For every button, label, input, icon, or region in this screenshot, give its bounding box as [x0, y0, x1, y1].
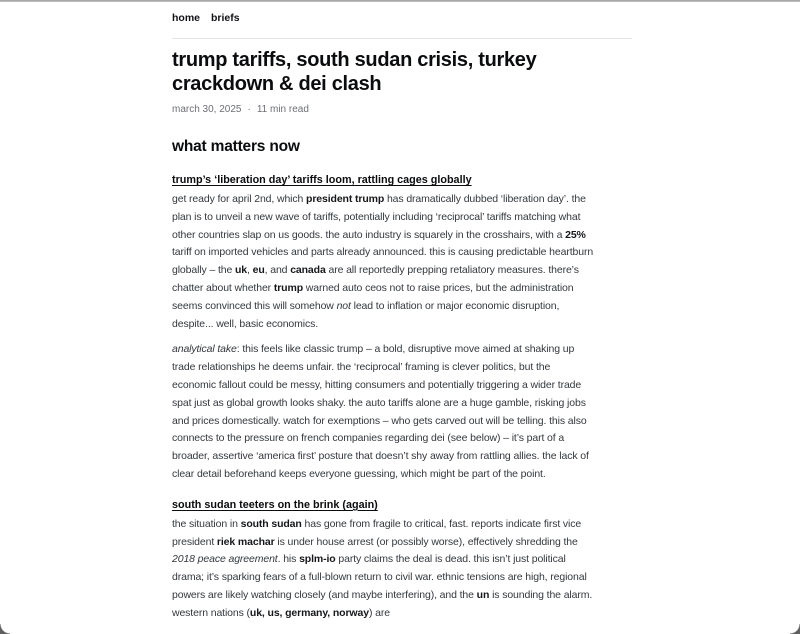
meta-date: march 30, 2025	[172, 104, 242, 115]
story-paragraph: the situation in south sudan has gone from fragile to critical, fast. reports indicate first vice president riek machar is under house arrest (or possibly worse), effectively shredding the 2018 peace agreement. his splm-io party claims the deal is dead. this isn’t just political drama; it’s sparking fears of a full-blown return to civil war. ethnic tensions are high, regional powers are likely watching closely (and maybe interfering), and the un is sounding the alarm. western nations (uk, us, germany, norway) are	[172, 517, 593, 619]
window-top-edge	[0, 0, 800, 2]
story-paragraph-analytical-take: analytical take: this feels like classic trump – a bold, disruptive move aimed at shaking up trade relationships he deems unfair. the ‘reciprocal’ framing is clever politics, but the economic fallout could be messy, hitting consumers and potentially triggering a wider trade spat just as global growth looks shaky. the auto tariffs alone are a huge gamble, risking jobs and prices domestically. watch for exemptions – who gets carved out will be telling. this also connects to the pressure on french companies regarding dei (see below) – it’s part of a broader, assertive ‘america first’ posture that doesn’t shy away from rattling allies. the lack of clear detail beforehand keeps everyone guessing, which might be part of the point.	[172, 343, 589, 480]
story-heading-tariffs[interactable]: trump’s ‘liberation day’ tariffs loom, rattling cages globally	[172, 174, 472, 186]
article-meta	[172, 104, 632, 116]
nav-divider	[172, 38, 632, 39]
nav-link-home[interactable]: home	[172, 12, 201, 24]
nav-link-briefs[interactable]: briefs	[211, 12, 240, 24]
window-corner-bottom-right	[790, 624, 800, 634]
story-heading-south-sudan[interactable]: south sudan teeters on the brink (again)	[172, 498, 378, 511]
meta-separator-dot: ·	[247, 104, 251, 115]
top-nav	[172, 12, 632, 25]
section-heading: what matters now	[172, 138, 300, 155]
meta-read-time: 11 min read	[256, 104, 309, 115]
story-paragraph: get ready for april 2nd, which president trump has dramatically dubbed ‘liberation day’. the plan is to unveil a new wave of tariffs, potentially including ‘reciprocal’ tariffs matching what other countries slap on us goods. the auto industry is squarely in the crosshairs, with a 25% tariff on imported vehicles and parts already announced. this is causing predictable heartburn globally – the uk, eu, and canada are all reportedly prepping retaliatory measures. there’s chatter about whether trump warned auto ceos not to raise prices, but the administration seems convinced this will somehow not lead to inflation or major economic disruption, despite... well, basic economics.	[172, 193, 594, 330]
page-title: trump tariffs, south sudan crisis, turkey crackdown & dei clash	[172, 49, 537, 95]
article-column	[172, 12, 632, 623]
window-corner-bottom-left	[0, 624, 10, 634]
